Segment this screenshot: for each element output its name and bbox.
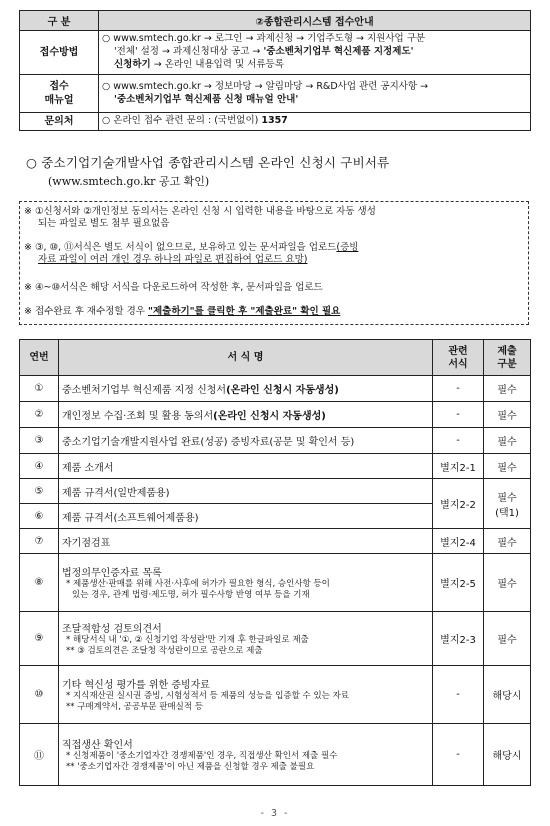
row-name — [59, 554, 433, 612]
table-row — [20, 612, 531, 666]
row-name: 제품 규격서(소프트웨어제품용) — [59, 504, 433, 529]
header-category: 구 분 — [20, 11, 99, 31]
row-form: - — [433, 666, 484, 724]
row-req: 해당시 — [484, 666, 531, 724]
header-related-form-l1: 관련 — [448, 345, 468, 357]
note4-line1 — [24, 306, 522, 318]
row-no: ④ — [20, 454, 59, 479]
manual-label-line2: 매뉴얼 — [44, 94, 74, 106]
row-label-contact: 문의처 — [20, 113, 99, 131]
table-header-row — [20, 340, 531, 376]
method-line3-bold: 신청하기 — [114, 58, 151, 70]
table-row — [20, 31, 531, 75]
row-form: - — [433, 428, 484, 454]
row-name-text: 법정의무인증자료 목록 — [62, 567, 162, 579]
row-name — [59, 666, 433, 724]
row-name-text: 직접생산 확인서 — [62, 739, 133, 751]
row-name — [59, 724, 433, 786]
note3-line1: ※ ④~⑩서식은 해당 서식을 다운로드하여 작성한 후, 문서파일을 업로드 — [24, 282, 323, 293]
row-no: ⑤ — [20, 479, 59, 504]
row-subnote2: ** '중소기업자간 경쟁제품'이 아닌 제품을 신청할 경우 제출 불필요 — [66, 762, 315, 772]
row-form: - — [433, 376, 484, 402]
row-req: 필수 — [484, 454, 531, 479]
row-req-line1: 필수 — [497, 492, 517, 504]
page-number: - 3 - — [260, 808, 290, 819]
header-related-form-l2: 서식 — [448, 358, 468, 370]
row-form: - — [433, 402, 484, 428]
note1-line1: ※ ①신청서와 ②개인정보 동의서는 온라인 신청 시 입력한 내용을 바탕으로 자동 생성 — [24, 206, 376, 217]
note4-line1-text: ※ 접수완료 후 재수정할 경우 — [24, 306, 149, 317]
header-submission-type — [484, 340, 531, 376]
note-item — [24, 242, 522, 267]
note1-line2: 되는 파일로 별도 첨부 필요없음 — [38, 218, 170, 230]
row-name: 제품 규격서(일반제품용) — [59, 479, 433, 504]
manual-line1: ○ www.smtech.go.kr → 정보마당 → 알림마당 → R&D사업 관련 공지사항 → — [102, 80, 429, 92]
row-form: 별지2-3 — [433, 612, 484, 666]
method-line2 — [102, 46, 527, 59]
note-item — [24, 306, 522, 318]
row-subnote1: * 해당서식 내 '①, ② 신청기업 작성란'만 기재 후 한글파일로 제출 — [66, 634, 309, 645]
row-no: ⑩ — [20, 666, 59, 724]
row-no: ① — [20, 376, 59, 402]
row-no: ③ — [20, 428, 59, 454]
note2-line1-underline: (증빙 — [336, 242, 359, 253]
table-row — [20, 376, 531, 402]
row-name: 중소기업기술개발지원사업 완료(성공) 증빙자료(공문 및 확인서 등) — [59, 428, 433, 454]
row-form: - — [433, 724, 484, 786]
submission-guide-table — [19, 10, 531, 131]
row-req: 필수 — [484, 428, 531, 454]
row-req: 필수 — [484, 554, 531, 612]
method-line2-text: '전체' 설정 → 과제신청대상 공고 → — [114, 46, 264, 58]
notes-box — [19, 201, 529, 325]
note2-line2: 자료 파일이 여러 개인 경우 하나의 파일로 편집하여 업로드 요망) — [38, 254, 308, 266]
row-name-text: 개인정보 수집·조회 및 활용 동의서 — [62, 411, 214, 422]
header-form-name: 서 식 명 — [59, 340, 433, 376]
row-value-manual — [99, 75, 531, 113]
row-no: ⑨ — [20, 612, 59, 666]
note2-line1-text: ※ ③, ⑩, ⑪서식은 별도 서식이 없으므로, 보유하고 있는 문서파일을 업로드 — [24, 242, 337, 253]
manual-line2: '중소벤처기업부 혁신제품 신청 매뉴얼 안내' — [114, 93, 299, 105]
method-line1: ○ www.smtech.go.kr → 로그인 → 과제신청 → 기업주도형 → 지원사업 구분 — [102, 33, 426, 45]
header-no: 연번 — [20, 340, 59, 376]
row-subnote2: 있는 경우, 관계 법령·제도명, 허가 필수사항 반영 여부 등을 기재 — [72, 590, 310, 600]
row-subnote1: * 제품생산·판매를 위해 사전·사후에 허가가 필요한 형식, 승인사항 등이 — [66, 578, 330, 589]
header-related-form — [433, 340, 484, 376]
row-name-text: 중소벤처기업부 혁신제품 지정 신청서 — [62, 385, 227, 396]
row-value-method — [99, 31, 531, 75]
header-system-guide: ②종합관리시스템 접수안내 — [99, 11, 531, 31]
row-subnote2: ** 구매계약서, 공공부문 판매실적 등 — [66, 702, 203, 712]
row-name: 제품 소개서 — [59, 454, 433, 479]
table-row — [20, 529, 531, 554]
row-name-bold: (온라인 신청시 자동생성) — [226, 385, 339, 396]
row-no: ⑥ — [20, 504, 59, 529]
row-name — [59, 612, 433, 666]
row-no: ⑪ — [20, 724, 59, 786]
note2-line1 — [24, 242, 522, 254]
table-row — [20, 479, 531, 504]
row-req: 필수 — [484, 376, 531, 402]
header-submission-l1: 제출 — [497, 345, 517, 357]
table-row — [20, 402, 531, 428]
row-name: 자기점검표 — [59, 529, 433, 554]
row-name-bold: (온라인 신청시 자동생성) — [213, 411, 326, 422]
note-item — [24, 206, 522, 231]
row-req: 해당시 — [484, 724, 531, 786]
table-row — [20, 75, 531, 113]
note-item — [24, 282, 522, 294]
row-no: ⑧ — [20, 554, 59, 612]
table-row — [20, 554, 531, 612]
note4-line1-bold: "제출하기"를 클릭한 후 "제출완료" 확인 필요 — [148, 306, 341, 317]
method-line3-text: → 온라인 내용입력 및 서류등록 — [150, 58, 284, 70]
section-heading: ○ 중소기업기술개발사업 종합관리시스템 온라인 신청시 구비서류 — [26, 155, 390, 170]
contact-number: 1357 — [261, 115, 288, 127]
row-form: 별지2-2 — [433, 479, 484, 529]
row-form: 별지2-4 — [433, 529, 484, 554]
row-no: ⑦ — [20, 529, 59, 554]
row-form: 별지2-1 — [433, 454, 484, 479]
row-req: 필수 — [484, 402, 531, 428]
row-req: 필수 — [484, 612, 531, 666]
row-name-text: 기타 혁신성 평가를 위한 증빙자료 — [62, 679, 210, 691]
row-label-method: 접수방법 — [20, 31, 99, 75]
row-name — [59, 402, 433, 428]
manual-label-line1: 접수 — [49, 81, 69, 92]
row-name-text: 조달적합성 검토의견서 — [62, 623, 162, 635]
method-line3 — [102, 59, 527, 72]
contact-text: ○ 온라인 접수 관련 문의 : (국번없이) — [102, 115, 262, 127]
row-value-contact — [99, 113, 531, 131]
row-name — [59, 376, 433, 402]
table-row — [20, 428, 531, 454]
table-row — [20, 724, 531, 786]
row-req: 필수 — [484, 529, 531, 554]
section-subheading: (www.smtech.go.kr 공고 확인) — [48, 175, 210, 188]
method-line2-bold: '중소벤처기업부 혁신제품 지정제도' — [263, 46, 414, 58]
row-subnote1: * 지식재산권 실시권 증빙, 시험성적서 등 제품의 성능을 입증할 수 있는 자료 — [66, 690, 350, 701]
row-no: ② — [20, 402, 59, 428]
row-req — [484, 479, 531, 529]
row-subnote2: ** ③ 검토의견은 조달청 작성란이므로 공란으로 제출 — [66, 646, 263, 656]
header-submission-l2: 구분 — [497, 358, 517, 370]
documents-table — [19, 339, 531, 786]
row-form: 별지2-5 — [433, 554, 484, 612]
table-header-row — [20, 11, 531, 31]
table-row — [20, 454, 531, 479]
row-label-manual — [20, 75, 99, 113]
row-subnote1: * 신청제품이 '중소기업자간 경쟁제품'인 경우, 직접생산 확인서 제출 필수 — [66, 750, 338, 761]
table-row — [20, 666, 531, 724]
row-req-line2: (택1) — [495, 507, 519, 519]
table-row — [20, 113, 531, 131]
